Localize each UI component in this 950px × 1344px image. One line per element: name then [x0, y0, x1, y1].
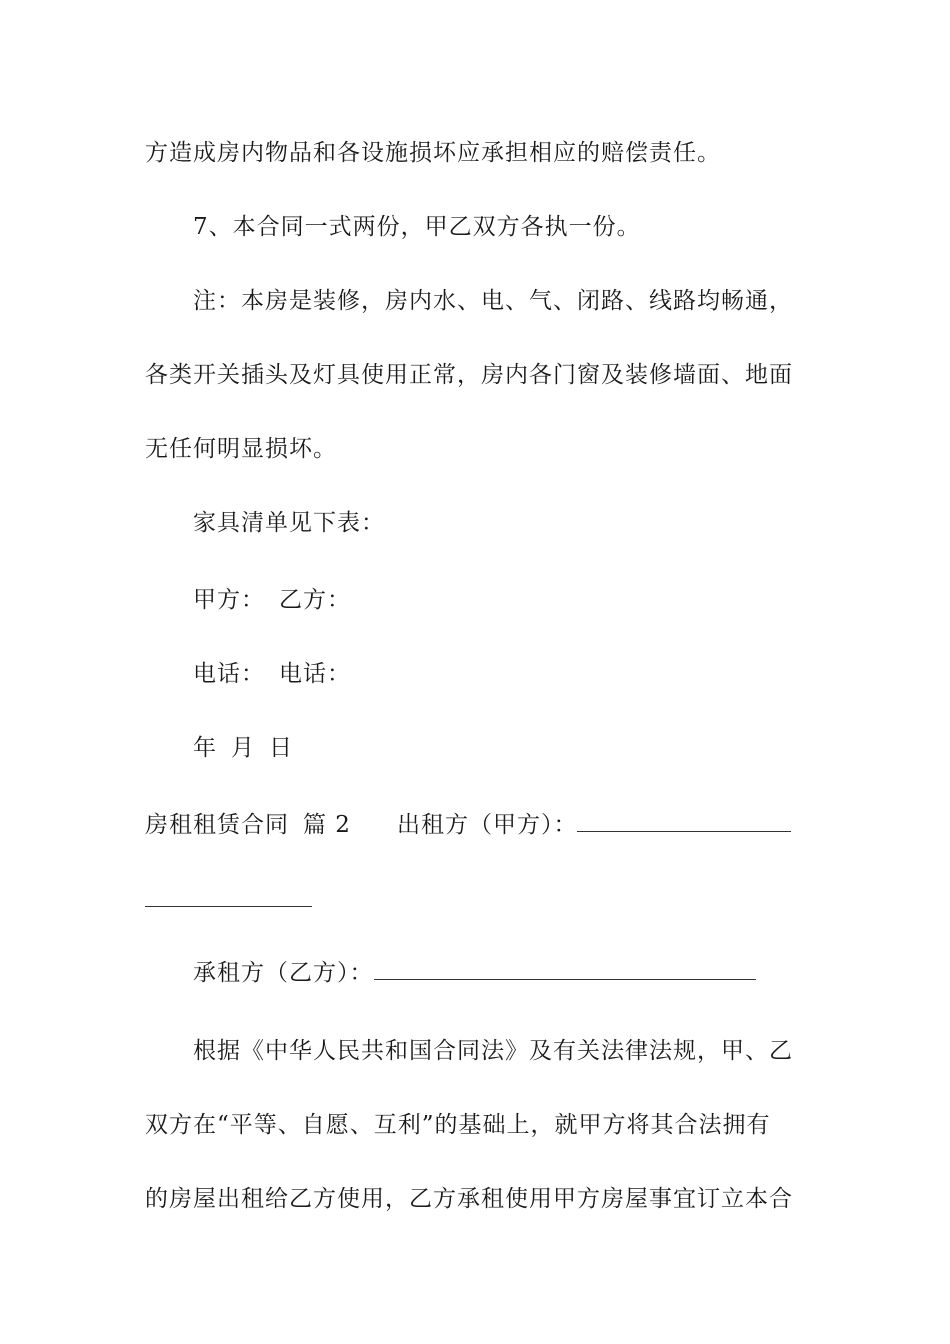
- paragraph-note-line-1: 注：本房是装修，房内水、电、气、闭路、线路均畅通，: [193, 288, 793, 314]
- lessor-blank-continued: [145, 906, 312, 907]
- contract-2-body-line-1: 根据《中华人民共和国合同法》及有关法律法规，甲、乙: [193, 1038, 793, 1064]
- party-b-label: 乙方：: [279, 587, 351, 613]
- date-month: 月: [231, 735, 255, 761]
- contract-2-body-line-3: 的房屋出租给乙方使用，乙方承租使用甲方房屋事宜订立本合: [145, 1186, 793, 1212]
- lessee-label: 承租方（乙方）：: [193, 960, 374, 986]
- paragraph-damage-liability: 方造成房内物品和各设施损坏应承担相应的赔偿责任。: [145, 140, 721, 166]
- lessor-label: 出租方（甲方）：: [396, 812, 578, 838]
- phone-b-label: 电话：: [279, 661, 351, 687]
- lessor-blank: [577, 811, 791, 832]
- paragraph-note-line-3: 无任何明显损坏。: [145, 436, 337, 462]
- contract-2-section: 篇 2: [303, 812, 351, 838]
- date-year: 年: [193, 735, 217, 761]
- signature-date: [193, 733, 810, 763]
- paragraph-note-line-2: 各类开关插头及灯具使用正常，房内各门窗及装修墙面、地面: [145, 362, 793, 388]
- contract-2-title: 房租租赁合同: [145, 812, 289, 838]
- date-day: 日: [269, 735, 293, 761]
- contract-2-heading-line: [145, 810, 810, 840]
- contract-2-body-line-2: 双方在“平等、自愿、互利”的基础上，就甲方将其合法拥有: [145, 1112, 771, 1138]
- phone-a-label: 电话：: [193, 661, 265, 687]
- paragraph-copies: 7、本合同一式两份，甲乙双方各执一份。: [193, 214, 641, 240]
- lessee-blank: [374, 959, 756, 980]
- party-a-label: 甲方：: [193, 587, 265, 613]
- signature-phones: [193, 659, 810, 689]
- lessee-line: [193, 958, 810, 988]
- paragraph-furniture-list: 家具清单见下表：: [193, 510, 385, 536]
- signature-parties: [193, 585, 810, 615]
